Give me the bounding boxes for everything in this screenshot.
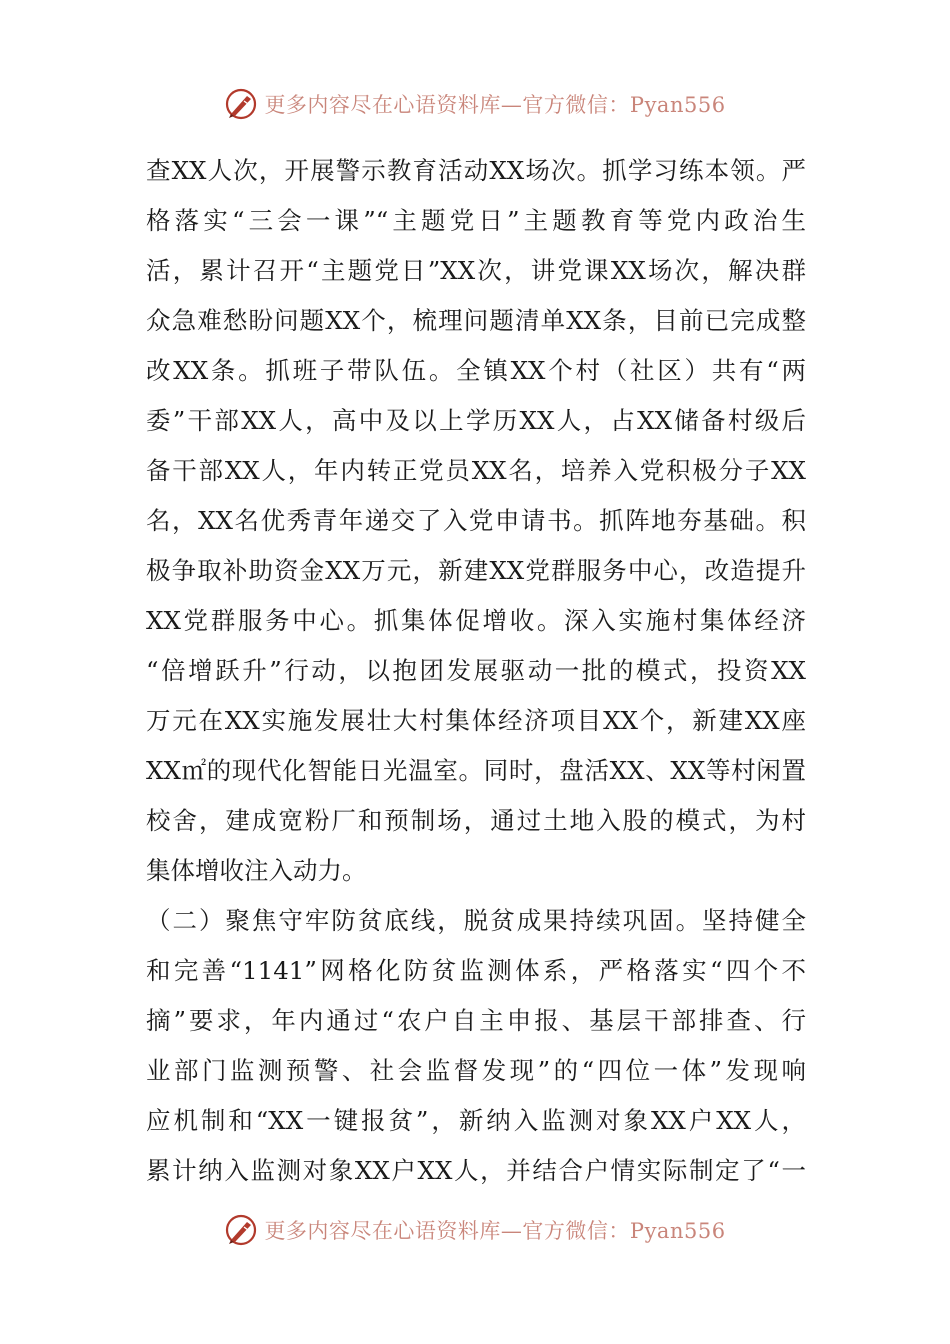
banner-text: 更多内容尽在心语资料库—官方微信：Pyan556 <box>264 1219 726 1243</box>
pen-logo-icon <box>224 1213 258 1247</box>
document-body <box>146 146 806 1196</box>
text-line: “倍增跃升”行动，以抱团发展驱动一批的模式，投资XX <box>146 656 806 685</box>
text-line: 累计纳入监测对象XX户XX人，并结合户情实际制定了“一 <box>146 1156 806 1185</box>
text-line: XX㎡的现代化智能日光温室。同时，盘活XX、XX等村闲置 <box>146 756 806 785</box>
text-line: 应机制和“XX一键报贫”，新纳入监测对象XX户XX人， <box>146 1106 806 1135</box>
text-line: 委”干部XX人，高中及以上学历XX人，占XX储备村级后 <box>146 406 806 435</box>
text-line: 万元在XX实施发展壮大村集体经济项目XX个，新建XX座 <box>146 706 806 735</box>
text-line: 集体增收注入动力。 <box>146 856 367 885</box>
text-line: 和完善“1141”网格化防贫监测体系，严格落实“四个不 <box>146 956 806 985</box>
text-line: 名，XX名优秀青年递交了入党申请书。抓阵地夯基础。积 <box>146 506 806 535</box>
pen-logo-icon <box>224 87 258 121</box>
text-line: 众急难愁盼问题XX个，梳理问题清单XX条，目前已完成整 <box>146 306 806 335</box>
text-line: 格落实“三会一课”“主题党日”主题教育等党内政治生 <box>146 206 806 235</box>
text-line: 校舍，建成宽粉厂和预制场，通过土地入股的模式，为村 <box>146 806 806 835</box>
text-line: 极争取补助资金XX万元，新建XX党群服务中心，改造提升 <box>146 556 806 585</box>
header-watermark-banner <box>0 84 950 124</box>
text-line: 活，累计召开“主题党日”XX次，讲党课XX场次，解决群 <box>146 256 806 285</box>
banner-text: 更多内容尽在心语资料库—官方微信：Pyan556 <box>264 93 726 117</box>
footer-watermark-banner <box>0 1210 950 1250</box>
text-line: 业部门监测预警、社会监督发现”的“四位一体”发现响 <box>146 1056 806 1085</box>
text-line: 摘”要求，年内通过“农户自主申报、基层干部排查、行 <box>146 1006 806 1035</box>
text-line: 查XX人次，开展警示教育活动XX场次。抓学习练本领。严 <box>146 156 806 185</box>
text-line: 改XX条。抓班子带队伍。全镇XX个村（社区）共有“两 <box>146 356 806 385</box>
section-heading-line: （二）聚焦守牢防贫底线，脱贫成果持续巩固。坚持健全 <box>146 906 806 935</box>
text-line: 备干部XX人，年内转正党员XX名，培养入党积极分子XX <box>146 456 806 485</box>
text-line: XX党群服务中心。抓集体促增收。深入实施村集体经济 <box>146 606 806 635</box>
